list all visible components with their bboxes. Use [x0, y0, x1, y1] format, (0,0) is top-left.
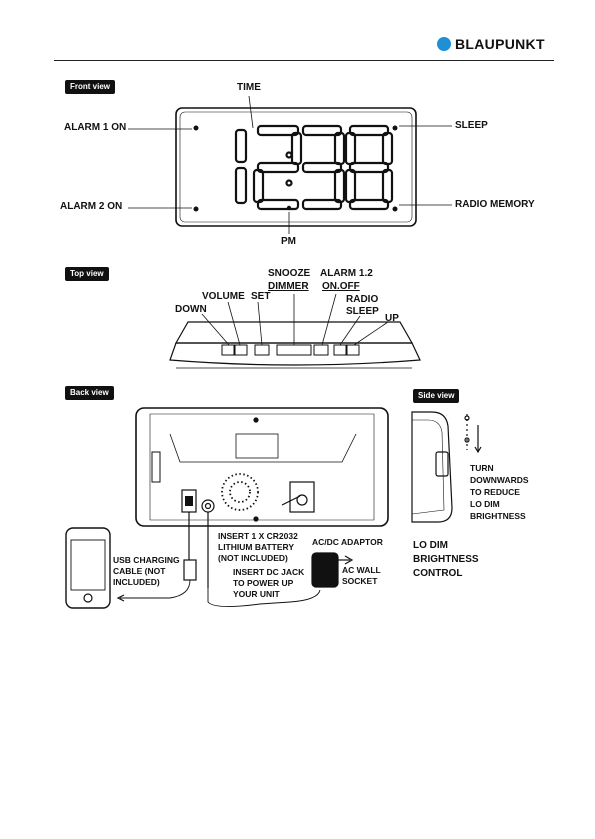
- label-radio: RADIO: [346, 294, 379, 305]
- label-alarm-12: ALARM 1.2: [320, 268, 373, 279]
- label-radio-memory: RADIO MEMORY: [455, 199, 535, 210]
- side-view-tag: Side view: [413, 389, 459, 403]
- label-up: UP: [385, 313, 399, 324]
- label-on-off: ON.OFF: [322, 281, 360, 292]
- label-dimmer: DIMMER: [268, 281, 309, 292]
- label-turn-line2: DOWNWARDS: [470, 475, 529, 485]
- label-set: SET: [251, 291, 271, 302]
- label-pm: PM: [281, 236, 296, 247]
- label-battery-line3: (NOT INCLUDED): [218, 553, 288, 563]
- label-dcjack-line2: TO POWER UP: [233, 578, 294, 588]
- label-control-line1: LO DIM: [413, 540, 448, 551]
- back-dc-socket: [202, 500, 214, 512]
- back-speaker-grille: [222, 474, 258, 510]
- label-down: DOWN: [175, 304, 207, 315]
- adaptor-body: [312, 553, 338, 587]
- top-clock-base: [170, 343, 420, 365]
- label-wall-line1: AC WALL: [342, 565, 381, 575]
- label-top-sleep: SLEEP: [346, 306, 379, 317]
- back-battery-cover: [290, 482, 314, 512]
- side-clock-body: [412, 412, 452, 522]
- label-battery-line2: LITHIUM BATTERY: [218, 542, 295, 552]
- label-turn-line3: TO REDUCE: [470, 487, 520, 497]
- label-dcjack-line3: YOUR UNIT: [233, 589, 280, 599]
- top-view-tag: Top view: [65, 267, 109, 281]
- top-buttons: [222, 345, 359, 355]
- front-digits: [236, 126, 392, 209]
- label-alarm2-on: ALARM 2 ON: [60, 201, 123, 212]
- label-control-line3: CONTROL: [413, 568, 463, 579]
- front-indicators: [194, 126, 398, 212]
- label-control-line2: BRIGHTNESS: [413, 554, 479, 565]
- label-adaptor: AC/DC ADAPTOR: [312, 537, 383, 547]
- front-view-tag: Front view: [65, 80, 115, 94]
- label-usb-line1: USB CHARGING: [113, 555, 180, 565]
- label-turn-line1: TURN: [470, 463, 494, 473]
- label-turn-line4: LO DIM: [470, 499, 500, 509]
- label-usb-line3: INCLUDED): [113, 577, 160, 587]
- back-clock-body: [136, 408, 388, 526]
- label-time: TIME: [237, 82, 261, 93]
- brand-name: BLAUPUNKT: [455, 36, 545, 52]
- label-turn-line5: BRIGHTNESS: [470, 511, 526, 521]
- label-dcjack-line1: INSERT DC JACK: [233, 567, 305, 577]
- label-alarm1-on: ALARM 1 ON: [64, 122, 127, 133]
- label-battery-line1: INSERT 1 X CR2032: [218, 531, 298, 541]
- back-view-tag: Back view: [65, 386, 114, 400]
- label-snooze: SNOOZE: [268, 268, 311, 279]
- label-usb-line2: CABLE (NOT: [113, 566, 166, 576]
- label-volume: VOLUME: [202, 291, 245, 302]
- label-wall-line2: SOCKET: [342, 576, 378, 586]
- label-sleep: SLEEP: [455, 120, 488, 131]
- back-label-plate: [236, 434, 278, 458]
- front-clock-bezel: [180, 112, 412, 222]
